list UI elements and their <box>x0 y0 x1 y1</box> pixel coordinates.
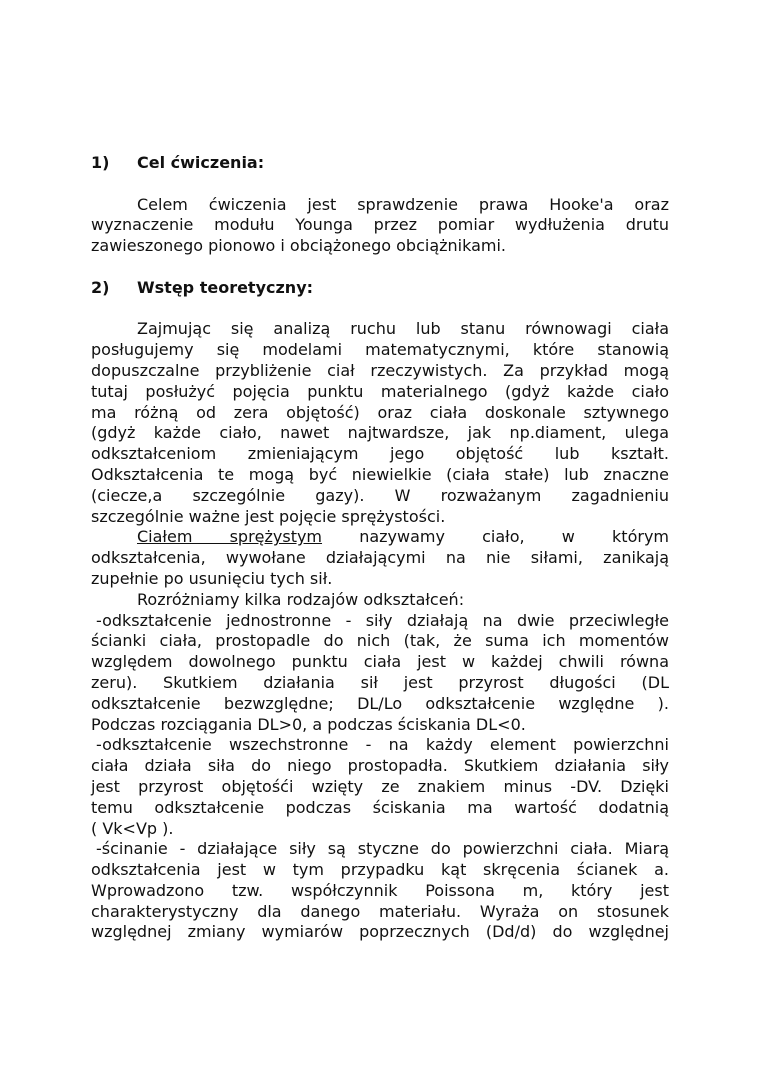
text-line: (gdyż każde ciało, nawet najtwardsze, jak np.diament, ulega <box>91 423 669 443</box>
paragraph-intro <box>91 319 669 527</box>
text-line: tutaj posłużyć pojęcia punktu materialnego (gdyż każde ciało <box>91 381 669 401</box>
text-line: ( Vk<Vp ). <box>91 818 174 838</box>
text-line: charakterystyczny dla danego materiału. Wyraża on stosunek <box>91 901 669 921</box>
text-line: względnej zmiany wymiarów poprzecznych (Dd/d) do względnej <box>91 922 669 942</box>
text-line: względem dowolnego punktu ciała jest w każdej chwili równa <box>91 652 669 672</box>
text-line: jest przyrost objętośći wzięty ze znakiem minus -DV. Dzięki <box>91 776 669 796</box>
text-line: odkształcenia jest w tym przypadku kąt skręcenia ścianek a. <box>91 860 669 880</box>
section-title: Cel ćwiczenia: <box>137 153 265 172</box>
text-line: Wprowadzono tzw. współczynnik Poissona m, który jest <box>91 880 669 900</box>
text-line: szczególnie ważne jest pojęcie sprężystości. <box>91 506 446 526</box>
text-line: Zajmując się analizą ruchu lub stanu równowagi ciała <box>137 319 669 339</box>
text-line: odkształcenie bezwzględne; DL/Lo odkształcenie względne ). <box>91 693 669 713</box>
text-span: nazywamy ciało, w którym <box>322 527 669 547</box>
text-line: Rozróżniamy kilka rodzajów odkształceń: <box>137 589 465 609</box>
text-line: temu odkształcenie podczas ściskania ma wartość dodatnią <box>91 797 669 817</box>
text-line: ciała działa siła do niego prostopadła. Skutkiem działania siły <box>91 756 669 776</box>
paragraph-volumetric <box>91 735 669 839</box>
section-number: 1) <box>91 153 110 172</box>
paragraph-uniaxial <box>91 611 669 736</box>
paragraph-types <box>91 590 669 611</box>
text-line: Odkształcenia te mogą być niewielkie (ciała stałe) lub znaczne <box>91 464 669 484</box>
section-heading <box>91 153 669 174</box>
text-line: -odkształcenie wszechstronne - na każdy element powierzchni <box>96 735 669 755</box>
text-line: posługujemy się modelami matematycznymi, które stanowią <box>91 340 669 360</box>
text-line: ścianki ciała, prostopadle do nich (tak, że suma ich momentów <box>91 631 669 651</box>
text-line: wyznaczenie modułu Younga przez pomiar wydłużenia drutu <box>91 215 669 235</box>
text-line: Podczas rozciągania DL>0, a podczas ściskania DL<0. <box>91 714 526 734</box>
text-line <box>91 527 669 548</box>
underlined-term: Ciałem sprężystym <box>137 527 323 547</box>
text-line: dopuszczalne przybliżenie ciał rzeczywistych. Za przykład mogą <box>91 360 669 380</box>
text-line: Celem ćwiczenia jest sprawdzenie prawa Hooke'a oraz <box>137 194 669 214</box>
document-page <box>91 153 669 943</box>
section-number: 2) <box>91 277 110 297</box>
paragraph-elastic-body <box>91 527 669 589</box>
section-title: Wstęp teoretyczny: <box>137 277 314 297</box>
text-line: zeru). Skutkiem działania sił jest przyrost długości (DL <box>91 672 669 692</box>
text-line: odkształcenia, wywołane działającymi na nie siłami, zanikają <box>91 548 669 568</box>
text-line: -odkształcenie jednostronne - siły działają na dwie przeciwległe <box>96 610 669 630</box>
text-line: -ścinanie - działające siły są styczne do powierzchni ciała. Miarą <box>96 839 669 859</box>
text-line: ma różną od zera objętość) oraz ciała doskonale sztywnego <box>91 402 669 422</box>
text-line: (ciecze,a szczególnie gazy). W rozważanym zagadnieniu <box>91 485 669 505</box>
text-line: zawieszonego pionowo i obciążonego obciążnikami. <box>91 236 507 256</box>
text-line: zupełnie po usunięciu tych sił. <box>91 568 333 588</box>
paragraph-goal <box>91 195 669 257</box>
paragraph-shear <box>91 839 669 943</box>
section-heading <box>91 278 669 299</box>
text-line: odkształceniom zmieniającym jego objętość lub kształt. <box>91 444 669 464</box>
